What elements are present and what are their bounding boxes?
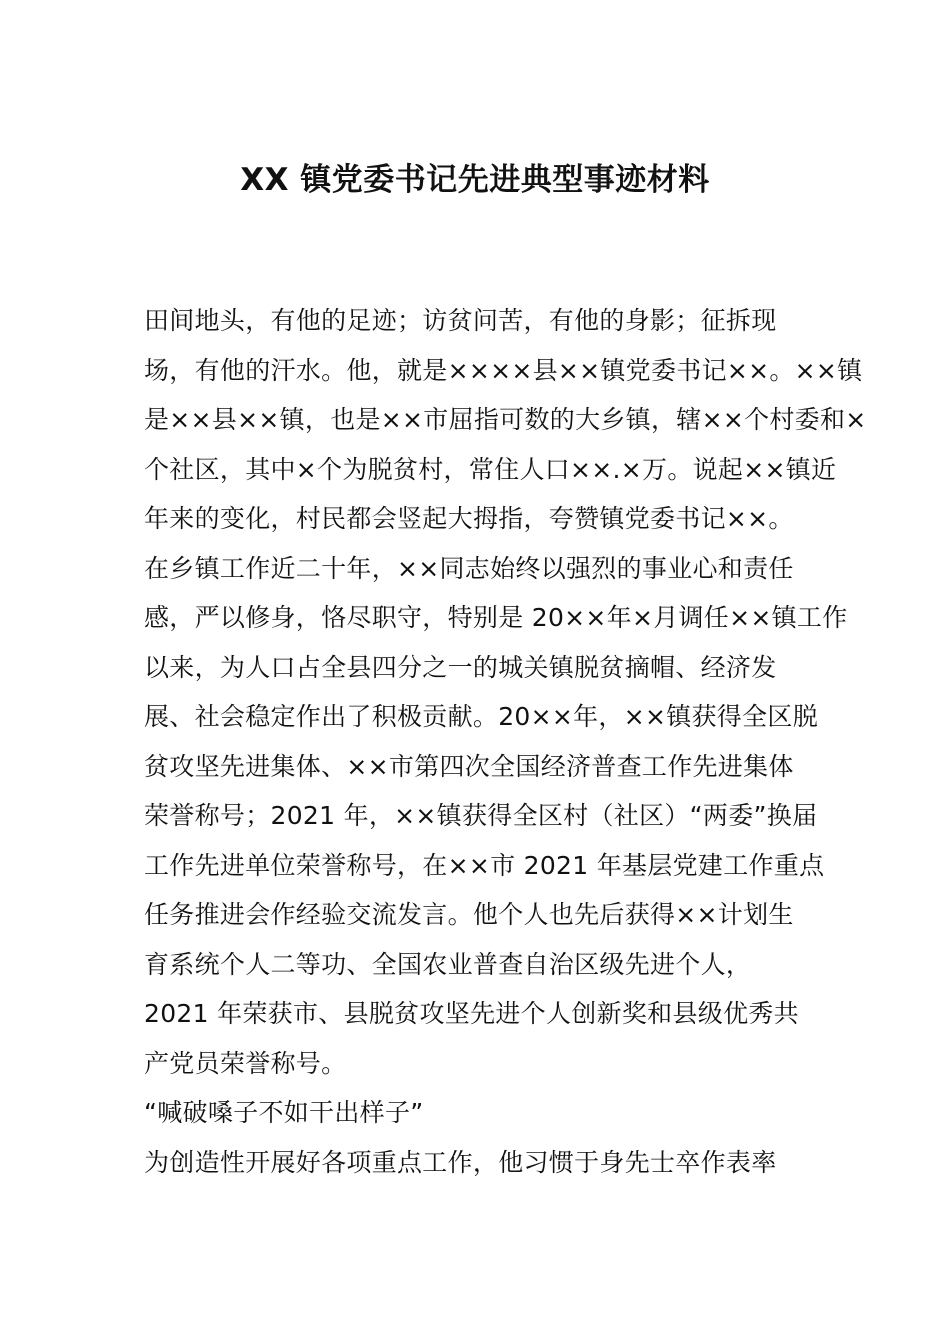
body-line-18: 为创造性开展好各项重点工作，他习惯于身先士卒作表率: [144, 1147, 777, 1177]
body-line-2: 场，有他的汗水。他，就是××××县××镇党委书记××。××镇: [144, 355, 863, 385]
document-body: [144, 296, 867, 1187]
document-title: XX 镇党委书记先进典型事迹材料: [240, 162, 710, 198]
body-line-8: 以来，为人口占全县四分之一的城关镇脱贫摘帽、经济发: [144, 652, 777, 682]
body-line-17: “喊破嗓子不如干出样子”: [144, 1098, 424, 1127]
body-line-1: 田间地头，有他的足迹；访贫问苦，有他的身影；征拆现: [144, 306, 777, 335]
body-line-7: 感，严以修身，恪尽职守，特别是 20××年×月调任××镇工作: [144, 603, 848, 632]
body-line-4: 个社区，其中×个为脱贫村，常住人口××.×万。说起××镇近: [144, 454, 837, 484]
body-line-16: 产党员荣誉称号。: [144, 1048, 347, 1078]
body-line-3: 是××县××镇，也是××市屈指可数的大乡镇，辖××个村委和×: [144, 405, 867, 434]
body-line-9: 展、社会稳定作出了积极贡献。20××年，××镇获得全区脱: [144, 702, 819, 731]
body-line-14: 育系统个人二等功、全国农业普查自治区级先进个人，: [144, 949, 752, 979]
body-line-12: 工作先进单位荣誉称号，在××市 2021 年基层党建工作重点: [144, 850, 825, 880]
body-line-13: 任务推进会作经验交流发言。他个人也先后获得××计划生: [144, 900, 794, 929]
body-line-5: 年来的变化，村民都会竖起大拇指，夸赞镇党委书记××。: [144, 504, 794, 533]
body-line-11: 荣誉称号；2021 年，××镇获得全区村（社区）“两委”换届: [144, 801, 818, 830]
body-line-6: 在乡镇工作近二十年，××同志始终以强烈的事业心和责任: [144, 553, 794, 583]
body-line-15: 2021 年荣获市、县脱贫攻坚先进个人创新奖和县级优秀共: [144, 999, 799, 1028]
body-line-10: 贫攻坚先进集体、××市第四次全国经济普查工作先进集体: [144, 751, 794, 781]
